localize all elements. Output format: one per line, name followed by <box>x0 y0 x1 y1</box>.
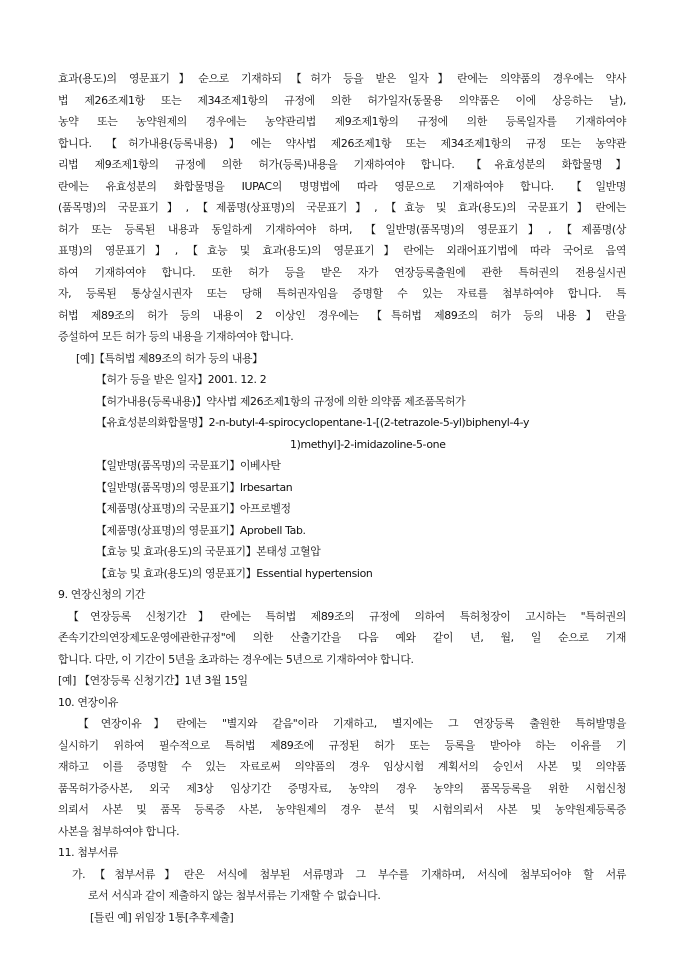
document-page <box>58 68 626 928</box>
item-value: 2001. 12. 2 <box>207 373 267 386</box>
text-line: 로서 서식과 같이 제출하지 않는 첨부서류는 기재할 수 없습니다. <box>88 889 381 902</box>
example-item <box>58 412 626 434</box>
item-key: 【일반명(품목명)의 영문표기】 <box>96 480 240 494</box>
section-paragraph <box>58 606 626 671</box>
item-value: Irbesartan <box>239 480 293 494</box>
example-item <box>58 455 626 477</box>
text-line: 리법 제9조제1항의 규정에 의한 허가(등록)내용을 기재하여야 합니다. 【유효성분의 화합물명】 <box>58 158 626 171</box>
item-value: 2-n-butyl-4-spirocyclopentane-1-[(2-tetrazole-5-yl)biphenyl-4-y <box>208 416 530 429</box>
example-item <box>58 498 626 520</box>
item-key: 【효능 및 효과(용도)의 국문표기】 <box>96 545 257 558</box>
text-line: 란에는 유효성분의 화합물명을 IUPAC의 명명법에 따라 영문으로 기재하여야 합니다. 【일반명 <box>58 179 626 193</box>
section-heading: 10. 연장이유 <box>58 695 119 709</box>
example-8 <box>58 348 626 585</box>
section-11 <box>58 842 626 928</box>
section-10 <box>58 692 626 843</box>
section-heading: 11. 첨부서류 <box>58 846 119 859</box>
item-value: 이베사탄 <box>239 459 281 472</box>
text-line: 자, 등록된 통상실시권자 또는 당해 특허권자임을 증명할 수 있는 자료를 첨부하여야 합니다. 특 <box>58 287 626 300</box>
section-heading: 9. 연장신청의 기간 <box>58 588 146 601</box>
text-line: 존속기간의연장제도운영에관한규정"에 의한 산출기간을 다음 예와 같이 년, 월, 일 순으로 기재 <box>58 631 626 644</box>
item-key: 【허가 등을 받은 일자】 <box>96 373 208 386</box>
text-line: 재하고 이를 증명할 수 있는 자료로써 의약품의 경우 임상시험 계획서의 승인서 사본 및 의약품 <box>58 760 626 773</box>
text-line: 표명)의 영문표기】,【효능 및 효과(용도)의 영문표기】란에는 외래어표기법에 따라 국어로 음역 <box>58 244 626 257</box>
text-line: 의뢰서 사본 및 품목 등록증 사본, 농약원제의 경우 분석 및 시험의뢰서 사본 및 농약원제등록증 <box>58 803 626 816</box>
section-paragraph <box>58 864 626 907</box>
text-line: 하여 기재하여야 합니다. 또한 허가 등을 받은 자가 연장등록출원에 관한 특허권의 전용실시권 <box>58 265 626 279</box>
text-line: 증설하여 모든 허가 등의 내용을 기재하여야 합니다. <box>58 330 294 343</box>
text-line: 효과(용도)의 영문표기】순으로 기재하되【허가 등을 받은 일자】란에는 의약품의 경우에는 약사 <box>58 72 626 85</box>
item-value: 아프로벨정 <box>239 502 291 515</box>
text-line: 【연장이유】란에는 "별지와 같음"이라 기재하고, 별지에는 그 연장등록 출원한 특허발명을 <box>78 717 626 730</box>
example-item <box>58 541 626 563</box>
example-line: [예] 【연장등록 신청기간】1년 3월 15일 <box>58 674 248 687</box>
item-value: 1)methyl]-2-imidazoline-5-one <box>290 437 446 451</box>
example-item <box>58 391 626 413</box>
text-line: 품목허가증사본, 외국 제3상 임상기간 증명자료, 농약의 경우 농약의 품목등록을 위한 시험신청 <box>58 781 626 795</box>
item-key: 【허가내용(등록내용)】 <box>96 394 207 408</box>
text-line: 허법 제89조의 허가 등의 내용이 2 이상인 경우에는 【특허법 제89조의 허가 등의 내용】란을 <box>58 308 626 322</box>
text-line: 허가 또는 등록된 내용과 동일하게 기재하여야 하며, 【일반명(품목명)의 영문표기】,【제품명(상 <box>58 222 626 236</box>
item-key: 【제품명(상표명)의 영문표기】 <box>96 523 240 537</box>
item-key: 【유효성분의화합물명】 <box>96 416 209 429</box>
item-key: 【제품명(상표명)의 국문표기】 <box>96 502 240 515</box>
text-line: 농약 또는 농약원제의 경우에는 농약관리법 제9조제1항의 규정에 의한 등록일자를 기재하여야 <box>58 115 626 128</box>
example-item-continuation <box>58 434 626 456</box>
item-value: Aprobell Tab. <box>239 523 306 537</box>
example-item <box>58 520 626 542</box>
section-9 <box>58 584 626 692</box>
text-line: 합니다. 다만, 이 기간이 5년을 초과하는 경우에는 5년으로 기재하여야 합니다. <box>58 652 414 666</box>
item-value: 본태성 고혈압 <box>256 545 321 558</box>
text-line: 가.【첨부서류】란은 서식에 첨부된 서류명과 그 부수를 기재하며, 서식에 첨부되어야 할 서류 <box>72 867 626 881</box>
example-heading: [예]【특허법 제89조의 허가 등의 내용】 <box>76 351 263 365</box>
text-line: 합니다. 【허가내용(등록내용)】에는 약사법 제26조제1항 또는 제34조제1항의 규정 또는 농약관 <box>58 136 626 150</box>
text-line: 사본을 첨부하여야 합니다. <box>58 824 180 838</box>
section-paragraph <box>58 713 626 842</box>
intro-paragraph <box>58 68 626 348</box>
item-value: Essential hypertension <box>256 566 373 580</box>
text-line: 법 제26조제1항 또는 제34조제1항의 규정에 의한 허가일자(동물용 의약품은 이에 상응하는 날), <box>58 93 626 107</box>
item-value: 약사법 제26조제1항의 규정에 의한 의약품 제조품목허가 <box>206 394 466 408</box>
text-line: 【연장등록 신청기간】란에는 특허법 제89조의 규정에 의하여 특허청장이 고시하는 "특허권의 <box>68 609 626 623</box>
item-key: 【효능 및 효과(용도)의 영문표기】 <box>96 566 257 580</box>
example-item <box>58 563 626 585</box>
example-item <box>58 369 626 391</box>
text-line: 실시하기 위하여 필수적으로 특허법 제89조에 규정된 허가 또는 등록을 받아야 하는 이유를 기 <box>58 738 626 752</box>
text-line: (품목명)의 국문표기】,【제품명(상표명)의 국문표기】,【효능 및 효과(용도)의 국문표기】란에는 <box>58 201 626 214</box>
example-item <box>58 477 626 499</box>
item-key: 【일반명(품목명)의 국문표기】 <box>96 459 240 472</box>
wrong-example-line: [틀린 예] 위임장 1통[추후제출] <box>90 910 234 924</box>
